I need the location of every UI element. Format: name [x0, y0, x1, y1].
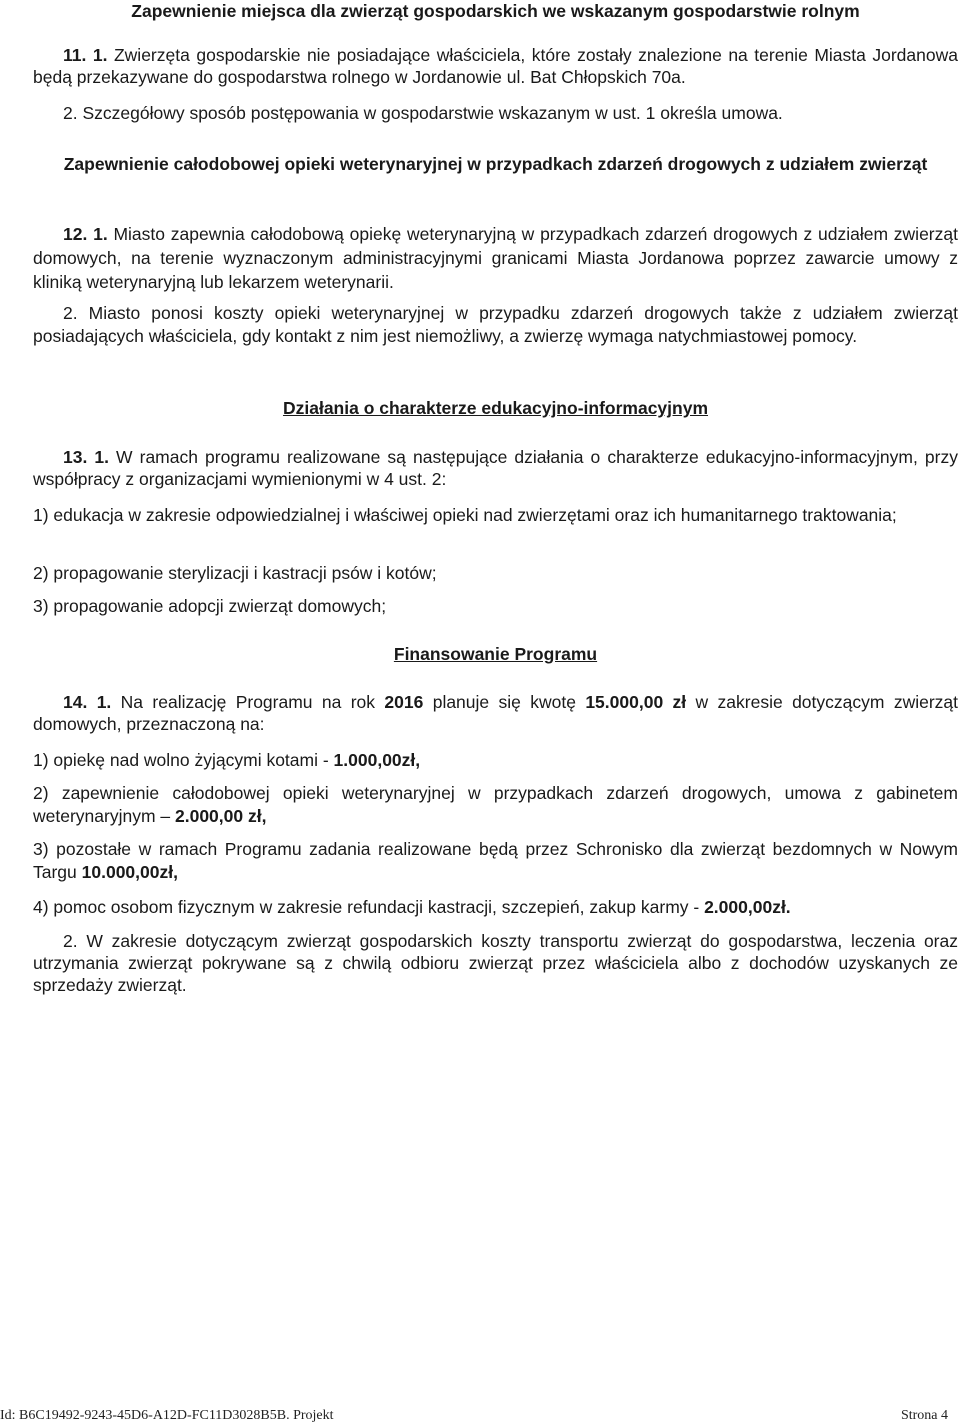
paragraph-text: Zwierzęta gospodarskie nie posiadające właściciela, które zostały znalezione na terenie Miasta Jordanowa będą przekazywane do gospodarstwa rolnego w Jordanowie ul. Bat Chłopskich 70a.	[33, 45, 958, 87]
paragraph-text: W ramach programu realizowane są następujące działania o charakterze edukacyjno-informacyjnym, przy współpracy z organizacjami wymienionymi w 4 ust. 2:	[33, 447, 958, 489]
document-id: Id: B6C19492-9243-45D6-A12D-FC11D3028B5B. Projekt	[0, 1408, 334, 1423]
amount: 1.000,00zł,	[333, 750, 421, 770]
paragraph-number: 14. 1.	[63, 692, 112, 712]
list-item: 1) edukacja w zakresie odpowiedzialnej i właściwej opieki nad zwierzętami oraz ich humanitarnego traktowania;	[33, 505, 897, 525]
paragraph-14-2: 2. W zakresie dotyczącym zwierząt gospodarskich koszty transportu zwierząt do gospodarstwa, leczenia oraz utrzymania zwierząt pokrywane są z chwilą odbioru zwierząt przez właściciela albo z dochodów uzyskanych ze sprzedaży zwierząt.	[33, 931, 958, 995]
section-2	[33, 152, 958, 177]
list-item: 4) pomoc osobom fizycznym w zakresie refundacji kastracji, szczepień, zakup karmy - 2.000,00zł.	[33, 897, 791, 917]
list-item: 2) zapewnienie całodobowej opieki weterynaryjnej w przypadkach zdarzeń drogowych, umowa z gabinetem weterynaryjnym – 2.000,00 zł,	[33, 783, 958, 826]
list-item: 2) propagowanie sterylizacji i kastracji psów i kotów;	[33, 563, 437, 583]
paragraph-number: 13. 1.	[63, 447, 109, 467]
section-4	[33, 643, 958, 665]
section-3-heading: Działania o charakterze edukacyjno-informacyjnym	[282, 398, 709, 418]
paragraph-text: Miasto zapewnia całodobową opiekę weterynaryjną w przypadkach zdarzeń drogowych z udziałem zwierząt domowych, na terenie wyznaczonym administracyjnymi granicami Miasta Jordanowa poprzez zawarcie umowy z kliniką weterynaryjną lub lekarzem weterynarii.	[33, 224, 958, 292]
section-4-heading: Finansowanie Programu	[393, 644, 598, 664]
section-1-heading: Zapewnienie miejsca dla zwierząt gospodarskich we wskazanym gospodarstwie rolnym	[131, 1, 860, 21]
paragraph-11-2: 2. Szczegółowy sposób postępowania w gospodarstwie wskazanym w ust. 1 określa umowa.	[63, 103, 783, 123]
section-3	[33, 397, 958, 419]
list-item: 3) pozostałe w ramach Programu zadania realizowane będą przez Schronisko dla zwierząt bezdomnych w Nowym Targu 10.000,00zł,	[33, 839, 958, 882]
paragraph-13-1	[33, 446, 958, 490]
amount: 2.000,00zł.	[704, 897, 791, 917]
section-2-heading: Zapewnienie całodobowej opieki weterynaryjnej w przypadkach zdarzeń drogowych z udziałem zwierząt	[63, 154, 928, 174]
list-item: 1) opiekę nad wolno żyjącymi kotami - 1.000,00zł,	[33, 750, 421, 770]
amount: 10.000,00zł,	[81, 862, 178, 882]
section-1	[33, 0, 958, 22]
paragraph-number: 11. 1.	[63, 45, 108, 65]
paragraph-14-1: 14. 1. Na realizację Programu na rok 2016 planuje się kwotę 15.000,00 zł w zakresie dotyczącym zwierząt domowych, przeznaczoną na:	[33, 692, 958, 734]
page-footer	[0, 1408, 960, 1428]
year: 2016	[384, 692, 424, 712]
paragraph-11-1	[33, 44, 958, 88]
total-amount: 15.000,00 zł	[585, 692, 687, 712]
paragraph-12-2: 2. Miasto ponosi koszty opieki weterynaryjnej w przypadku zdarzeń drogowych także z udziałem zwierząt posiadających właściciela, gdy kontakt z nim jest niemożliwy, a zwierzę wymaga natychmiastowej pomocy.	[33, 303, 958, 346]
list-item: 3) propagowanie adopcji zwierząt domowych;	[33, 596, 387, 616]
paragraph-12-1	[33, 222, 958, 294]
paragraph-number: 12. 1.	[63, 224, 108, 244]
page-number: Strona 4	[900, 1408, 948, 1423]
amount: 2.000,00 zł,	[175, 806, 267, 826]
